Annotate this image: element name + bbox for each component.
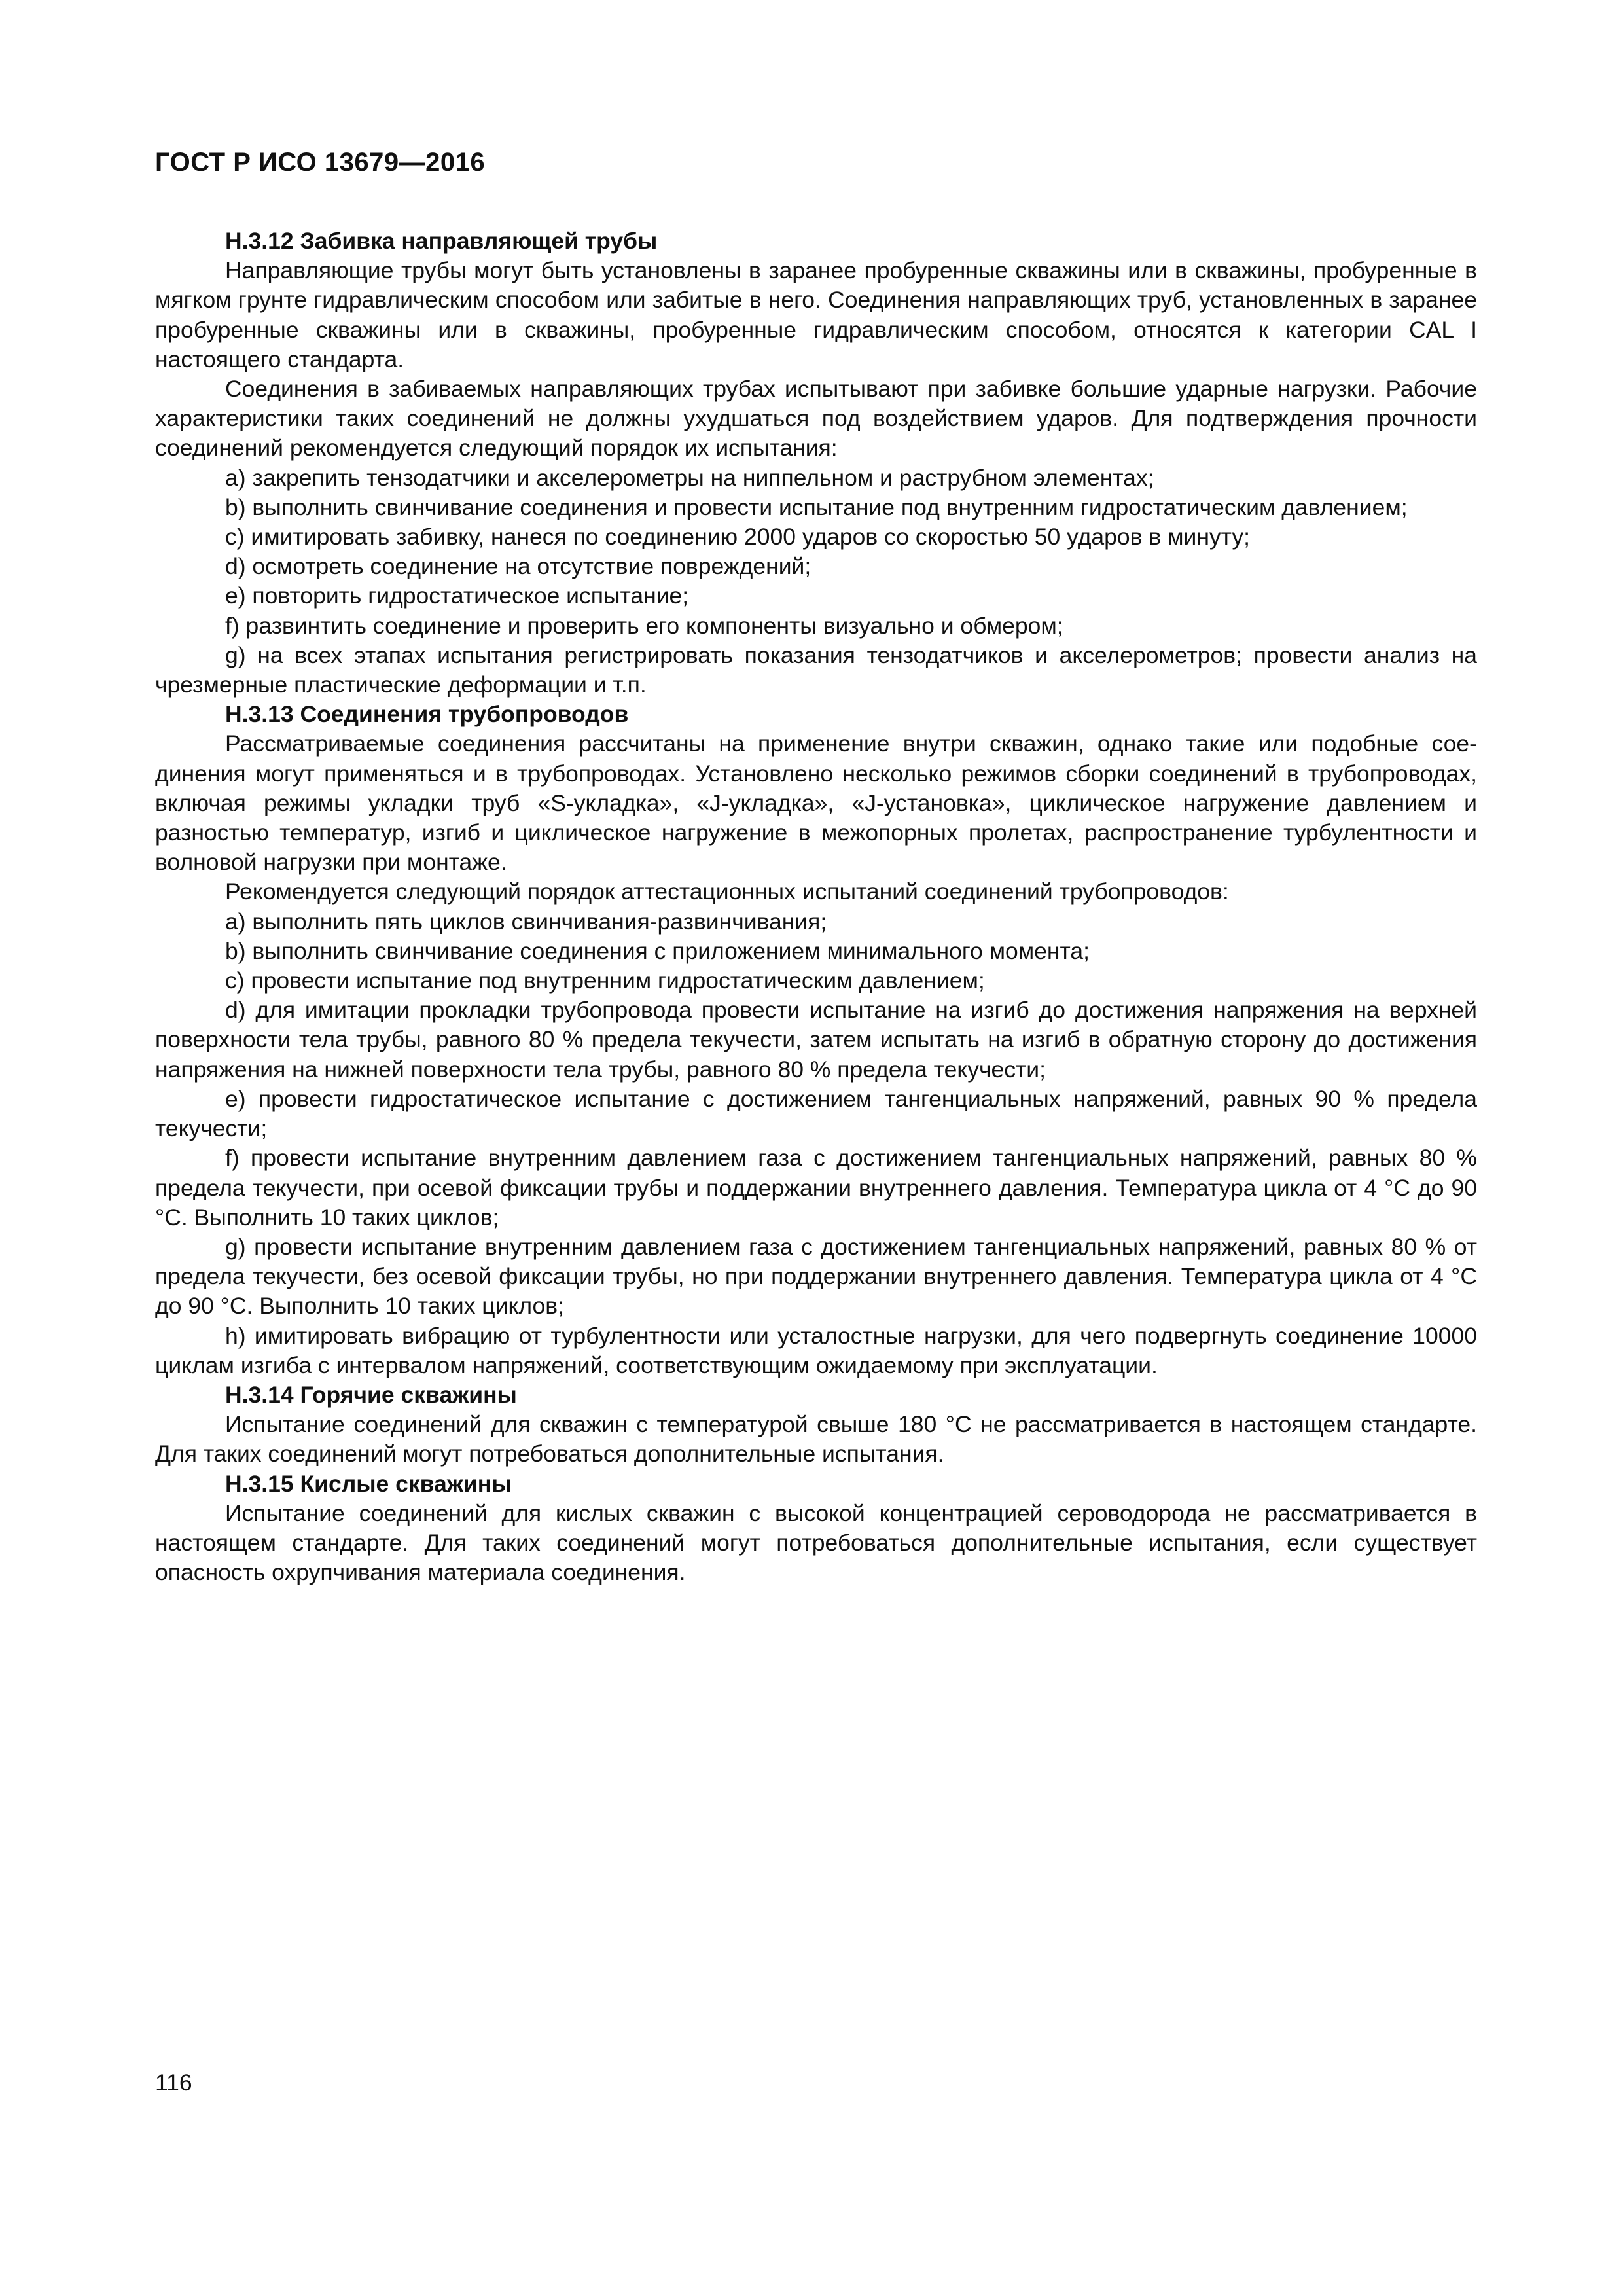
list-item: c) имитировать забивку, нанеся по соединению 2000 ударов со скоростью 50 ударов в минуту;	[225, 524, 1250, 550]
document-header-title: ГОСТ Р ИСО 13679—2016	[155, 148, 486, 177]
section-h-3-13	[155, 700, 1477, 1380]
list-item: b) выполнить свинчивание соединения и провести испытание под внутренним гидростатическим давлением;	[225, 493, 1408, 520]
paragraph: Испытание соединений для кислых скважин с высокой концентрацией сероводорода не рассматривается в настоящем стандарте. Для таких соединений могут потребоваться дополнительные испытания, если существует опасность охрупчивания материала соединения.	[155, 1499, 1477, 1586]
list-item: d) для имитации прокладки трубопровода провести испытание на изгиб до достижения напряжения на верхней поверхности тела трубы, равного 80 % предела текучести, затем испытать на изгиб в обратную сторону до достижения напряжения на нижней поверхности тела трубы, равного 80 % предела текучести;	[155, 997, 1477, 1083]
list-item: d) осмотреть соединение на отсутствие повреждений;	[225, 553, 812, 580]
section-heading: H.3.14 Горячие скважины	[225, 1381, 517, 1408]
section-h-3-14	[155, 1380, 1477, 1469]
section-h-3-12	[155, 226, 1477, 700]
list-item: f) провести испытание внутренним давлением газа с достижением тангенциальных напряжений, равных 80 % предела текучести, при осевой фиксации трубы и поддержании внутреннего давления. Температура цикла от 4 °C до 90 °C. Выполнить 10 таких циклов;	[155, 1145, 1477, 1230]
paragraph: Рекомендуется следующий порядок аттестационных испытаний соединений трубопроводов:	[225, 878, 1229, 905]
section-h-3-15	[155, 1469, 1477, 1588]
list-item: g) на всех этапах испытания регистрировать показания тензодатчиков и акселерометров; провести анализ на чрезмерные пластические деформации и т.п.	[155, 641, 1477, 698]
paragraph: Направляющие трубы могут быть установлены в заранее пробуренные скважины или в скважины, пробуренные в мягком грунте гидравлическим способом или забитые в него. Соединения направляющих труб, установленных в заранее пробуренные скважины или в скважины, пробуренные гидравлическим способом, относятся к категории CAL I настоящего стандарта.	[155, 257, 1477, 372]
section-heading: H.3.15 Кислые скважины	[225, 1470, 512, 1497]
list-item: g) провести испытание внутренним давлением газа с достижением тангенциальных напряжений, равных 80 % от предела текучести, без осевой фиксации трубы, но при поддержании внутреннего давления. Температура цикла от 4 °C до 90 °C. Выполнить 10 таких циклов;	[155, 1233, 1477, 1319]
list-item: a) закрепить тензодатчики и акселерометры на ниппельном и раструбном элементах;	[225, 464, 1154, 491]
list-item: e) провести гидростатическое испытание с достижением тангенциальных напряжений, равных 90 % предела текучести;	[155, 1085, 1477, 1142]
list-item: h) имитировать вибрацию от турбулентности или усталостные нагрузки, для чего подвергнуть соединение 10000 циклам изгиба с интервалом напряжений, соответствующим ожидаемому при эксплуатации.	[155, 1322, 1477, 1378]
section-heading: H.3.13 Соединения трубопроводов	[225, 701, 629, 728]
list-item: b) выполнить свинчивание соединения с приложением минимального момента;	[225, 937, 1090, 964]
paragraph: Испытание соединений для скважин с температурой свыше 180 °C не рассматривается в настоящем стандарте. Для таких соединений могут потребоваться дополнительные испытания.	[155, 1411, 1477, 1467]
paragraph: Соединения в забиваемых направляющих трубах испытывают при забивке большие ударные нагрузки. Рабочие характеристики таких соединений не должны ухудшаться под воздействием ударов. Для подтверждения прочности соединений рекомендуется следующий порядок их испытания:	[155, 376, 1477, 461]
list-item: e) повторить гидростатическое испытание;	[225, 583, 689, 609]
list-item: a) выполнить пять циклов свинчивания-развинчивания;	[225, 908, 827, 935]
list-item: f) развинтить соединение и проверить его компоненты визуально и обмером;	[225, 612, 1063, 639]
paragraph: Рассматриваемые соединения рассчитаны на применение внутри скважин, однако такие или подобные соединения могут применяться и в трубопроводах. Установлено несколько режимов сборки соединений в трубопроводах, включая режимы укладки труб «S-укладка», «J-укладка», «J-установка», циклическое нагружение давлением и разностью температур, изгиб и циклическое нагружение в межопорных пролетах, распространение турбулентности и волновой нагрузки при монтаже.	[155, 730, 1477, 876]
list-item: c) провести испытание под внутренним гидростатическим давлением;	[225, 967, 985, 994]
document-body	[155, 226, 1477, 1587]
section-heading: H.3.12 Забивка направляющей трубы	[225, 228, 658, 254]
page-number: 116	[155, 2070, 192, 2096]
